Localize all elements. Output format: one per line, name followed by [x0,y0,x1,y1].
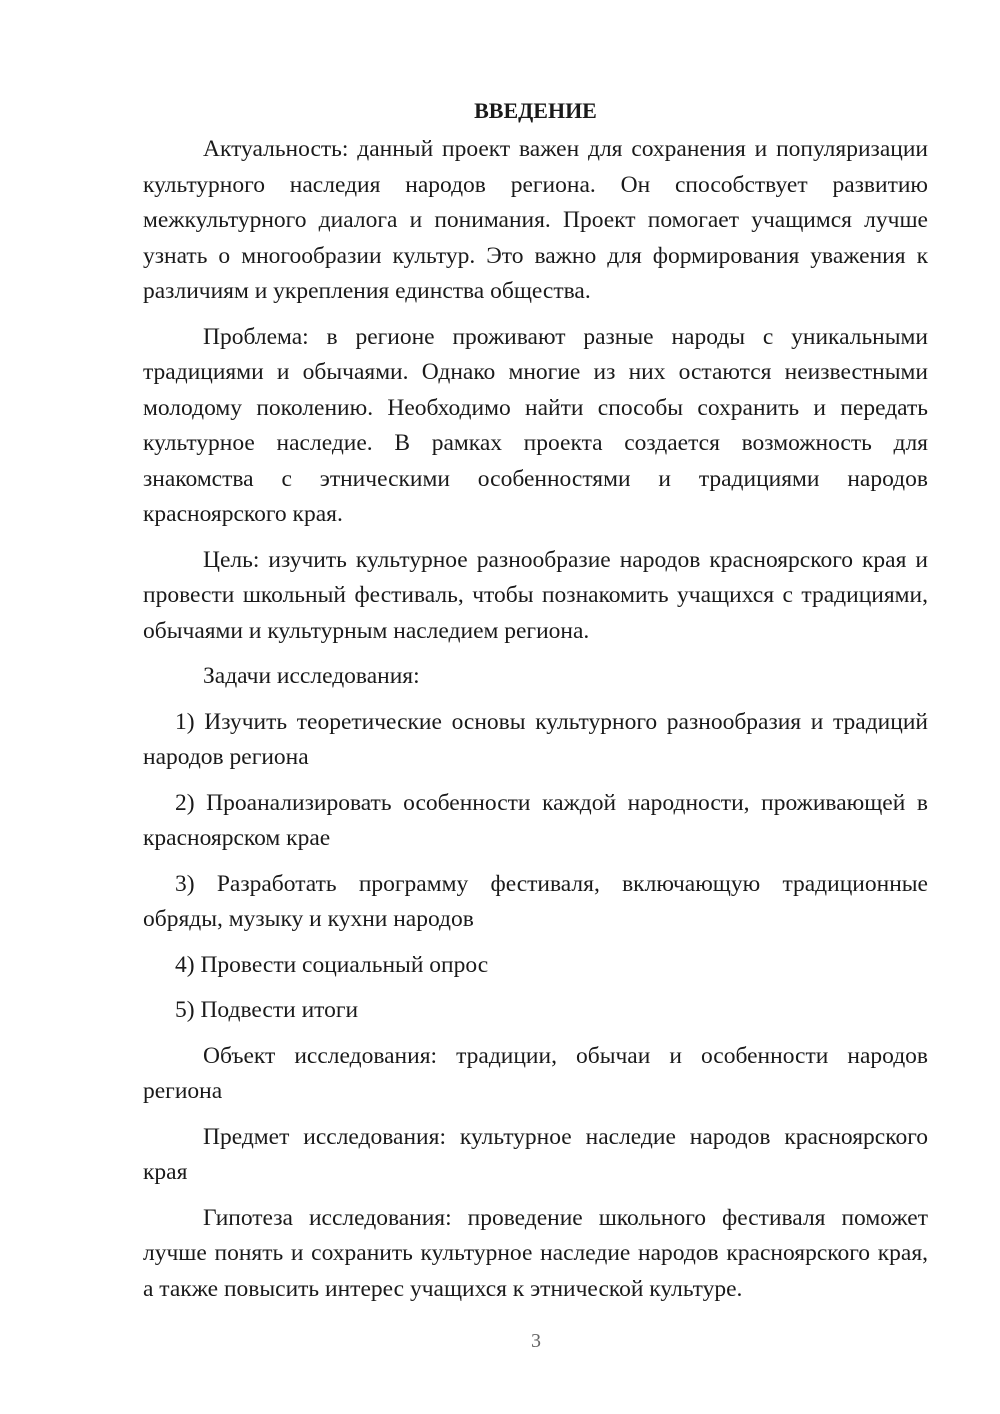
page-number: 3 [531,1330,541,1352]
hypothesis-paragraph: Гипотеза исследования: проведение школьного фестиваля поможет лучше понять и сохранить культурное наследие народов красноярского края, а также повысить интерес учащихся к этнической культуре. [143,1204,928,1302]
task-item-5: 5) Подвести итоги [175,997,359,1023]
problem-paragraph: Проблема: в регионе проживают разные народы с уникальными традициями и обычаями. Однако многие из них остаются неизвестными молодому поколению. Необходимо найти способы сохранить и передать культурное наследие. В рамках проекта создается возможность для знакомства с этническими особенностями и традициями народов красноярского края. [143,323,928,527]
object-paragraph: Объект исследования: традиции, обычаи и особенности народов региона [143,1042,928,1104]
section-title: ВВЕДЕНИЕ [474,98,597,123]
tasks-heading: Задачи исследования: [203,663,420,689]
task-item-4: 4) Провести социальный опрос [175,951,489,978]
page-content [143,93,928,1317]
goal-paragraph: Цель: изучить культурное разнообразие народов красноярского края и провести школьный фестиваль, чтобы познакомить учащихся с традициями, обычаями и культурным наследием региона. [143,546,928,644]
task-item-2: 2) Проанализировать особенности каждой народности, проживающей в красноярском крае [143,789,928,851]
task-item-3: 3) Разработать программу фестиваля, включающую традиционные обряды, музыку и кухни народов [143,870,928,932]
task-item-1: 1) Изучить теоретические основы культурного разнообразия и традиций народов региона [143,708,928,770]
subject-paragraph: Предмет исследования: культурное наследие народов красноярского края [143,1123,928,1185]
relevance-paragraph: Актуальность: данный проект важен для сохранения и популяризации культурного наследия народов региона. Он способствует развитию межкультурного диалога и понимания. Проект помогает учащимся лучше узнать о многообразии культур. Это важно для формирования уважения к различиям и укрепления единства общества. [143,136,928,304]
